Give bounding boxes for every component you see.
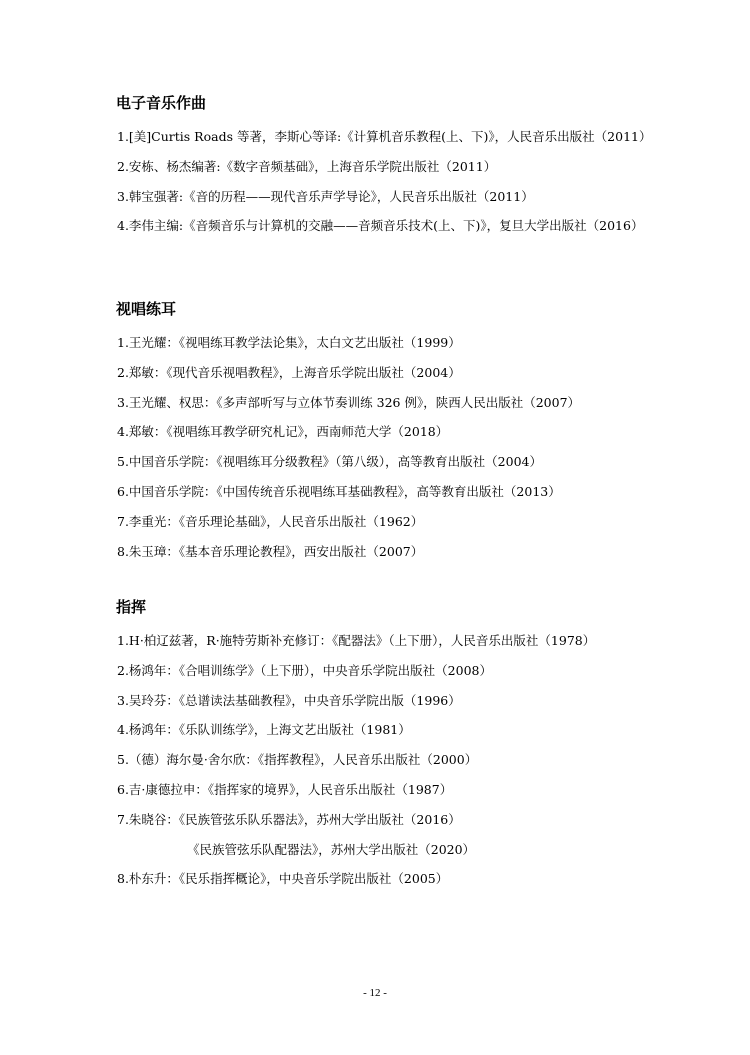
reference-entry-continuation: 《民族管弦乐队配器法》，苏州大学出版社（2020） <box>187 841 476 857</box>
reference-entry: 2.安栋、杨杰编著:《数字音频基础》，上海音乐学院出版社（2011） <box>117 158 497 174</box>
section-heading: 视唱练耳 <box>116 300 177 318</box>
reference-entry: 4.郑敏：《视唱练耳教学研究札记》，西南师范大学（2018） <box>117 424 449 440</box>
reference-entry: 8.朱玉璋：《基本音乐理论教程》，西安出版社（2007） <box>117 543 424 559</box>
reference-entry: 3.韩宝强著:《音的历程——现代音乐声学导论》，人民音乐出版社（2011） <box>117 188 534 204</box>
reference-entry: 3.王光耀、权思：《多声部听写与立体节奏训练 326 例》，陕西人民出版社（2007） <box>117 394 581 410</box>
reference-entry: 4.杨鸿年：《乐队训练学》，上海文艺出版社（1981） <box>117 722 411 738</box>
reference-entry: 6.中国音乐学院：《中国传统音乐视唱练耳基础教程》，高等教育出版社（2013） <box>117 483 561 499</box>
reference-entry: 6.吉·康德拉申：《指挥家的境界》，人民音乐出版社（1987） <box>117 781 453 797</box>
reference-entry: 3.吴玲芬：《总谱读法基础教程》，中央音乐学院出版（1996） <box>117 692 461 708</box>
reference-entry: 7.李重光：《音乐理论基础》，人民音乐出版社（1962） <box>117 513 424 529</box>
reference-entry: 5.（德）海尔曼·舍尔欣：《指挥教程》，人民音乐出版社（2000） <box>117 752 478 768</box>
reference-entry: 1.H·柏辽兹著，R·施特劳斯补充修订：《配器法》（上下册），人民音乐出版社（1978） <box>117 633 596 648</box>
reference-entry: 4.李伟主编:《音频音乐与计算机的交融——音频音乐技术(上、下)》，复旦大学出版社（2016） <box>117 218 644 234</box>
section-solfeggio-ear-training <box>117 299 717 566</box>
page-number: - 12 - <box>363 987 387 999</box>
reference-entry: 1.[美]Curtis Roads 等著，李斯心等译:《计算机音乐教程(上、下)》，人民音乐出版社（2011） <box>117 129 652 144</box>
reference-entry: 2.杨鸿年：《合唱训练学》（上下册），中央音乐学院出版社（2008） <box>117 662 492 678</box>
section-heading: 电子音乐作曲 <box>116 94 207 112</box>
section-conducting <box>117 597 717 894</box>
reference-entry: 5.中国音乐学院：《视唱练耳分级教程》（第八级），高等教育出版社（2004） <box>117 454 542 470</box>
reference-entry: 1.王光耀：《视唱练耳教学法论集》，太白文艺出版社（1999） <box>117 335 461 350</box>
reference-entry: 7.朱晓谷：《民族管弦乐队乐器法》，苏州大学出版社（2016） <box>117 811 461 827</box>
reference-entry: 8.朴东升：《民乐指挥概论》，中央音乐学院出版社（2005） <box>117 871 449 887</box>
reference-entry: 2.郑敏：《现代音乐视唱教程》，上海音乐学院出版社（2004） <box>117 364 461 380</box>
section-heading: 指挥 <box>116 598 147 616</box>
section-electronic-music-composition <box>117 93 717 241</box>
